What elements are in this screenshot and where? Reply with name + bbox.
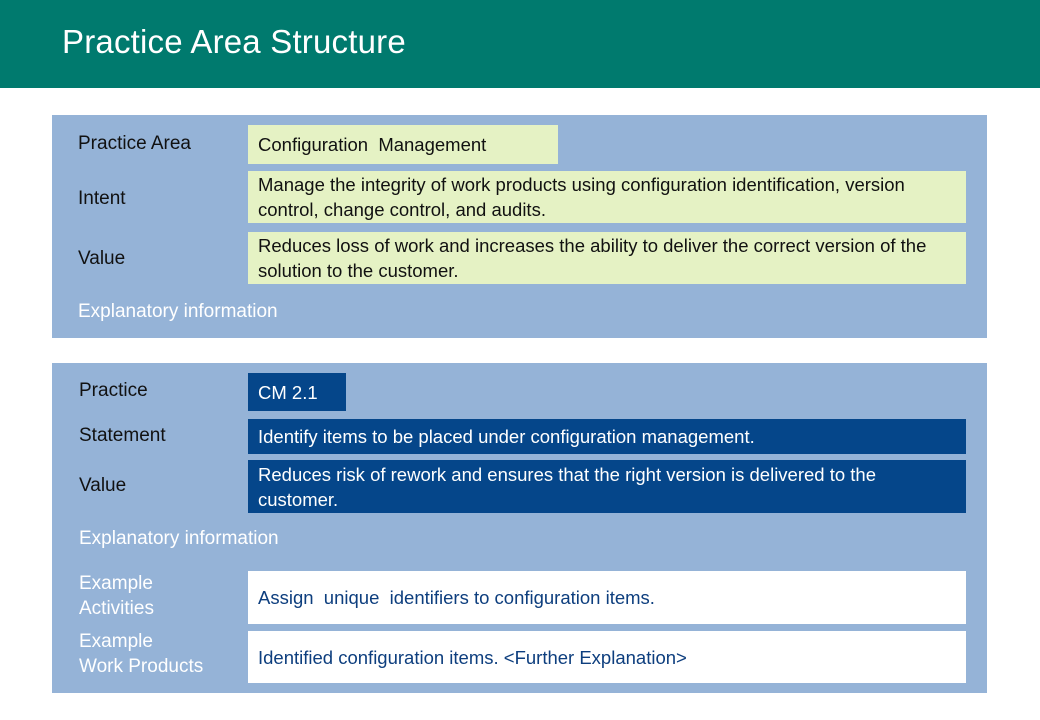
value-label: Value [78,248,126,269]
title-bar [0,0,1040,88]
explanatory-information-label: Explanatory information [78,301,278,322]
example-activities-label-line2: Activities [79,598,154,619]
statement-value: Identify items to be placed under configuration management. [248,419,966,454]
example-work-products-label-line1: Example [79,631,153,652]
value-value: Reduces risk of rework and ensures that the right version is delivered to the customer. [248,460,966,513]
value-label: Value [79,475,127,496]
practice-id-value: CM 2.1 [248,373,346,411]
statement-label: Statement [79,425,166,446]
intent-value: Manage the integrity of work products using configuration identification, version control, change control, and audits. [248,171,966,223]
example-work-products-value: Identified configuration items. <Further Explanation> [248,631,966,683]
page-title: Practice Area Structure [62,23,406,60]
explanatory-information-label: Explanatory information [79,528,279,549]
example-activities-value: Assign unique identifiers to configuration items. [248,571,966,624]
practice-label: Practice [79,380,148,401]
practice-panel [52,363,987,693]
value-value: Reduces loss of work and increases the ability to deliver the correct version of the solution to the customer. [248,232,966,284]
practice-area-value: Configuration Management [248,125,558,164]
example-activities-label-line1: Example [79,573,153,594]
practice-area-label: Practice Area [78,133,191,154]
intent-label: Intent [78,188,126,209]
practice-area-panel [52,115,987,338]
example-work-products-label-line2: Work Products [79,656,204,677]
